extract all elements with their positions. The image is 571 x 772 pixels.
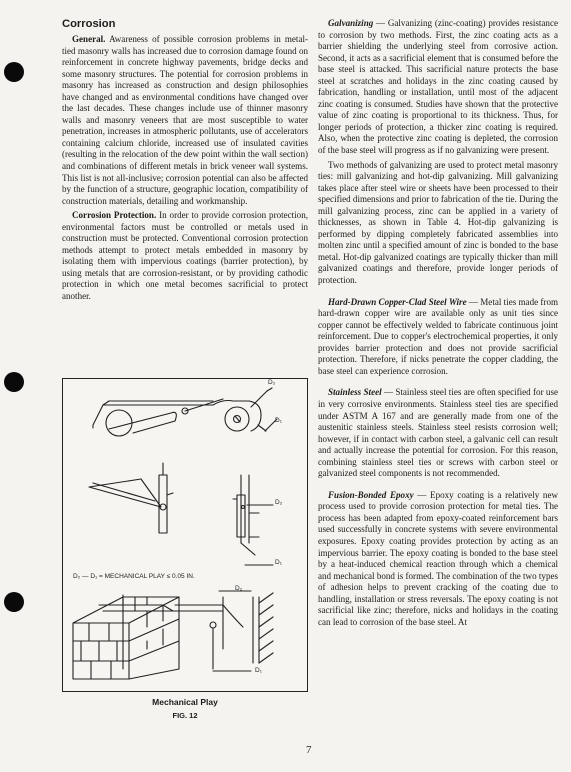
figure-mechanical-play [62, 378, 308, 692]
binder-hole-top [4, 62, 24, 82]
page-number: 7 [306, 744, 312, 756]
paragraph-text: Two methods of galvanizing are used to protect metal masonry ties: mill galvanizing and hot-dip galvanizing. Mill galvanizing takes place after steel wire or sheets have been processed to their specified dimensions and prior to fabrication of the tie. During the mill galvanizing process, zinc can be applied in a variety of thicknesses, as shown in Table 4. Hot-dip galvanizing is performed by dipping completely fabricated assemblies into molten zinc until a specified amount of zinc is bonded to the base metal. Hot-dip galvanized coatings are typically thicker than mill galvanized coatings and therefore, provide longer periods of protection. [318, 159, 558, 286]
binder-hole-bottom [4, 592, 24, 612]
paragraph-text: In order to provide corrosion protection, environmental factors must be controlled or metals used in construction must be protected. Conventional corrosion protection methods attempt to protect metals embedded in masonry by isolating them with impervious coatings (barrier protection), by using metals that are corrosion-resistant, or by providing cathodic protection in which one metal becomes sacrificial to protect another. [62, 210, 308, 302]
paragraph-text: — Epoxy coating is a relatively new process used to provide corrosion protection for metal ties. The process has been adapted from epoxy-coated reinforcement bars used successfully in concrete systems with severe environmental exposures. Epoxy coating provides protection by acting as an impervious barrier. The epoxy coating is bonded to the base steel by a heat-induced chemical reaction through which a chemical and mechanical bond is formed. The combination of the two types of adhesion helps to prevent cracking of the coating due to handling, installation or stress reversals. The epoxy coating is not sacrificial like zinc; therefore, nicks and holidays in the coating can lead to corrosion of the base steel. At [318, 489, 558, 627]
tie-drawing-wall [73, 591, 273, 679]
paragraph-stainless-steel [318, 387, 558, 479]
figure-caption-number: FIG. 12 [172, 711, 198, 720]
left-column [62, 18, 308, 303]
tie-drawing-side [233, 475, 273, 565]
paragraph-galvanizing [318, 18, 558, 157]
tie-drawing-top [93, 388, 277, 436]
paragraph-general [62, 34, 308, 207]
paragraph-corrosion-protection [62, 210, 308, 302]
paragraph-text: — Metal ties made from hard-drawn copper wire are available only as unit ties since copper cannot be effectively welded to fabricate continuous joint reinforcement. Due to copper's electrochemical properties, it only provides barrier protection and does not provide sacrificial protection. Therefore, if nicks penetrate the copper cladding, the base steel can experience corrosion. [318, 296, 559, 376]
paragraph-lead: General. [72, 34, 106, 44]
label-d2-middle: D₂ [275, 499, 283, 506]
binder-hole-middle [4, 372, 24, 392]
paragraph-lead: Hard-Drawn Copper-Clad Steel Wire [328, 296, 467, 307]
label-d1-bottom: D₁ [255, 667, 262, 674]
paragraph-text: — Stainless steel ties are often specified for use in very corrosive environments. Stainless steel ties are specified under ASTM A 167 and are generally made from one of the austenitic stainless steels. Stainless steel resists corrosion well; however, if in contact with carbon steel, a galvanic cell can result and actually increase the potential for corrosion. For this reason, combining stainless steel ties or screws with carbon steel or galvanized steel components is not recommended. [318, 387, 558, 479]
paragraph-galvanizing-methods [318, 160, 558, 287]
paragraph-lead: Fusion-Bonded Epoxy [328, 489, 414, 500]
label-d2-bottom: D₂ [235, 585, 243, 592]
label-d2-top: D₂ [268, 379, 276, 386]
paragraph-text: Awareness of possible corrosion problems in metal-tied masonry walls has increased due to corrosion damage found on reinforcement in concrete highway pavements, bridge decks and some masonry structures. The potential for corrosion problems in masonry has increased as construction and design philosophies have changed and as environmental conditions have changed over the last decades. These changes include use of thinner masonry walls and masonry veneers that are most susceptible to water penetration, increases in atmospheric pollutants, use of accelerators containing calcium chloride, increased use of insulated cavities (resulting in the relocation of the dew point within the wall section) and combinations of different metals in brick veneer wall systems. This list is not all-inclusive; corrosion potential can also be affected by the function of a structure, geographic location, compatibility of construction materials, detailing and workmanship. [62, 34, 308, 206]
paragraph-lead: Corrosion Protection. [72, 210, 157, 221]
paragraph-lead: Galvanizing [328, 18, 374, 28]
paragraph-lead: Stainless Steel [328, 387, 382, 398]
section-heading: Corrosion [62, 18, 116, 30]
mechanical-play-equation: D₂ — D₁ = MECHANICAL PLAY ≤ 0.05 IN. [73, 573, 195, 580]
tie-drawing-triangle [89, 463, 173, 533]
paragraph-text: — Galvanizing (zinc-coating) provides resistance to corrosion by two methods. First, the zinc coating acts as a barrier shielding the underlying steel from corrosive action. Second, it acts as a sacrificial element that is consumed before the base steel is attacked. This sacrificial nature protects the base steel at scratches and holidays in the zinc coating caused by fabrication, handling or installation, until most of the adjacent zinc coating is consumed. Studies have shown that the protective value of zinc coating is proportional to its thickness. Thus, for longer periods of protection, a thicker zinc coating is required. Also, when the protective zinc coating is depleted, the corrosion of the base steel will progress as if no galvanizing were present. [318, 18, 558, 156]
figure-caption-title: Mechanical Play [152, 697, 218, 707]
label-d1-top: D₁ [275, 417, 282, 424]
tie-drawings [63, 379, 309, 693]
paragraph-fusion-bonded-epoxy [318, 490, 558, 629]
label-d1-middle: D₁ [275, 559, 282, 566]
paragraph-copper-clad [318, 297, 558, 378]
right-column [318, 18, 558, 628]
